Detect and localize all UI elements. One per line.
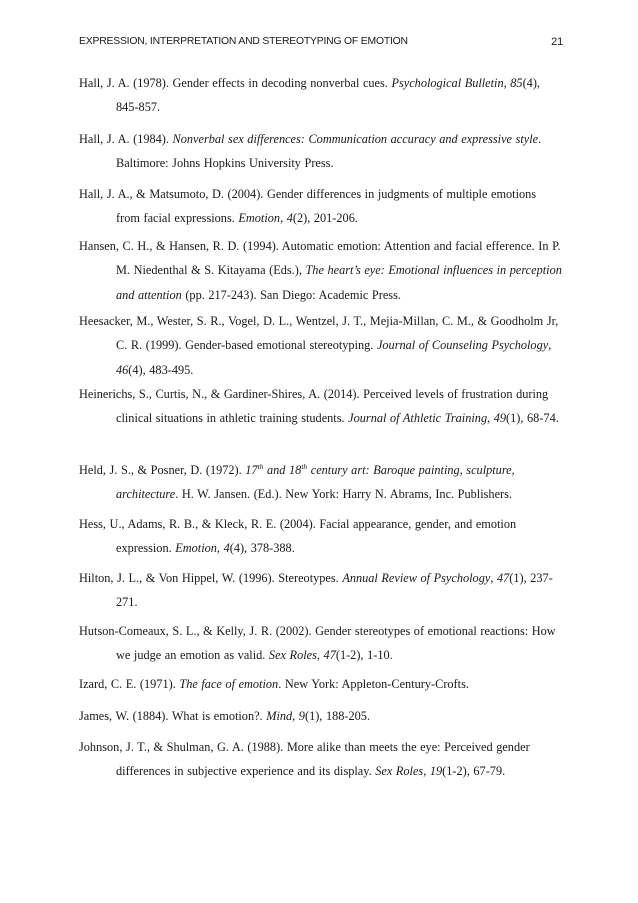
journal-title: Sex Roles [268, 648, 317, 663]
book-title: Nonverbal sex differences: Communication accuracy and expressive style [172, 132, 539, 146]
reference-entry: Hutson-Comeaux, S. L., & Kelly, J. R. (2002). Gender stereotypes of emotional reactions: How we judge an emotion as valid. Sex Roles, 47(1-2), 1-10. [79, 624, 556, 663]
journal-volume: 85 [510, 76, 523, 90]
book-title: 17th and 18th century art: Baroque painting, sculpture, architecture [116, 461, 515, 502]
book-title: The face of emotion [179, 677, 279, 691]
reference-entry: Hilton, J. L., & Von Hippel, W. (1996). Stereotypes. Annual Review of Psychology, 47(1), 237-271. [79, 571, 553, 610]
journal-title: Journal of Counseling Psychology [376, 338, 549, 353]
journal-title: Mind, 9 [266, 709, 305, 723]
journal-volume: 19 [429, 764, 443, 779]
journal-title: Psychological Bulletin [391, 76, 504, 90]
page-number: 21 [551, 36, 563, 48]
journal-title: Annual Review of Psychology [342, 571, 491, 585]
journal-title: Emotion [238, 211, 281, 226]
book-title: The heart’s eye: Emotional influences in perception and attention [116, 263, 562, 302]
reference-entry: Hall, J. A. (1984). Nonverbal sex differences: Communication accuracy and expressive style. Baltimore: Johns Hopkins University Press. [79, 132, 542, 171]
reference-entry: Johnson, J. T., & Shulman, G. A. (1988). More alike than meets the eye: Perceived gender differences in subjective experience and its display. Sex Roles, 19(1-2), 67-79. [79, 740, 530, 779]
reference-entry: Hess, U., Adams, R. B., & Kleck, R. E. (2004). Facial appearance, gender, and emotion expression. Emotion, 4(4), 378-388. [79, 517, 517, 556]
reference-entry: Heesacker, M., Wester, S. R., Vogel, D. L., Wentzel, J. T., Mejia-Millan, C. M., & Goodholm Jr, C. R. (1999). Gender-based emotional stereotyping. Journal of Counseling Psychology, 46(4), 483-495. [79, 314, 559, 377]
reference-entry: Hansen, C. H., & Hansen, R. D. (1994). Automatic emotion: Attention and facial efference. In P. M. Niedenthal & S. Kitayama (Eds.), The heart’s eye: Emotional influences in perception and attention (pp. 217-243). San Diego: Academic Press. [79, 239, 562, 302]
reference-entry: Hall, J. A., & Matsumoto, D. (2004). Gender differences in judgments of multiple emotions from facial expressions. Emotion, 4(2), 201-206. [79, 187, 537, 226]
journal-volume: 47 [496, 571, 510, 585]
journal-volume: 47 [323, 648, 336, 663]
journal-title: Sex Roles [375, 764, 424, 779]
journal-volume: 4 [286, 211, 293, 226]
reference-entry: Heinerichs, S., Curtis, N., & Gardiner-Shires, A. (2014). Perceived levels of frustration during clinical situations in athletic training students. Journal of Athletic Training, 49(1), 68-74. [79, 387, 559, 426]
journal-title: Emotion, 4 [175, 541, 230, 556]
journal-volume: 46 [116, 362, 129, 377]
reference-entry: Held, J. S., & Posner, D. (1972). 17th and 18th century art: Baroque painting, sculpture, architecture. H. W. Jansen. (Ed.). New York: Harry N. Abrams, Inc. Publishers. [79, 461, 515, 502]
journal-volume: 49 [493, 411, 507, 426]
journal-title: Journal of Athletic Training [348, 411, 488, 426]
running-head-title: EXPRESSION, INTERPRETATION AND STEREOTYPING OF EMOTION [79, 36, 408, 47]
reference-entry: James, W. (1884). What is emotion?. Mind, 9(1), 188-205. [79, 709, 371, 723]
reference-entry: Hall, J. A. (1978). Gender effects in decoding nonverbal cues. Psychological Bulletin, 85(4), 845-857. [79, 76, 540, 115]
reference-entry: Izard, C. E. (1971). The face of emotion. New York: Appleton-Century-Crofts. [79, 677, 469, 691]
